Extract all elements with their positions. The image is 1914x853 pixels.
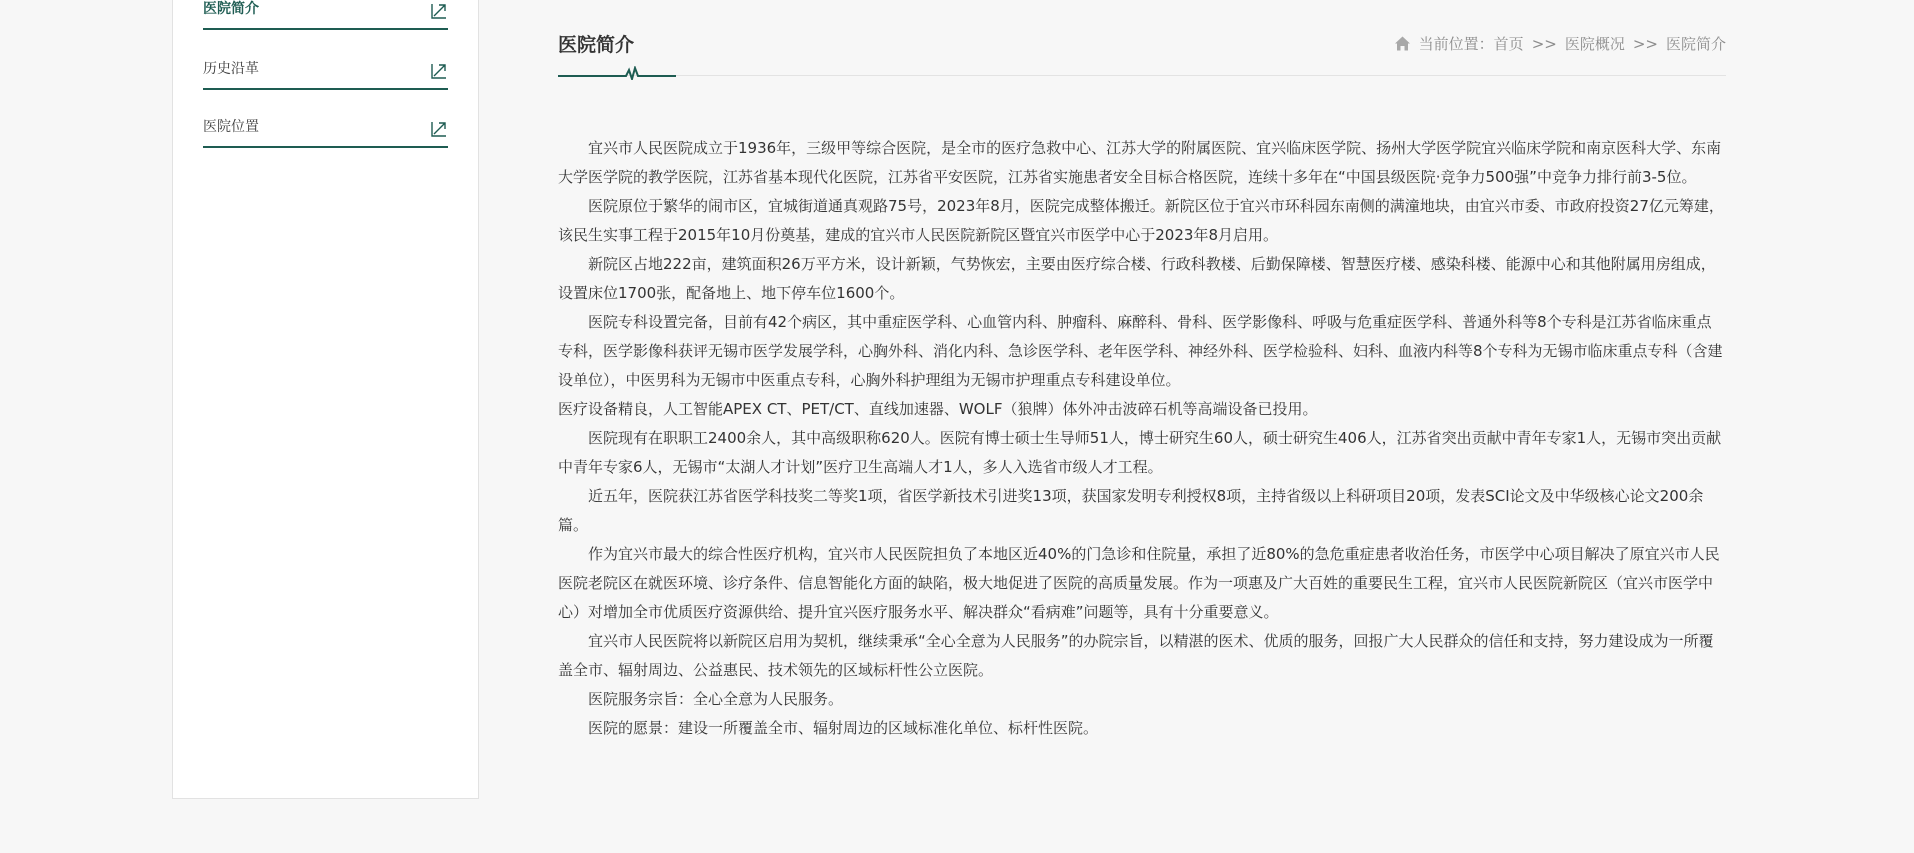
breadcrumb-prefix: 当前位置：: [1418, 35, 1494, 53]
sidebar-item-label: 历史沿革: [203, 61, 259, 77]
paragraph: 作为宜兴市最大的综合性医疗机构，宜兴市人民医院担负了本地区近40%的门急诊和住院量，承担了近80%的急危重症患者收治任务，市医学中心项目解决了原宜兴市人民医院老院区在就医环境、诊疗条件、信息智能化方面的缺陷，极大地促进了医院的高质量发展。作为一项惠及广大百姓的重要民生工程，宜兴市人民医院新院区（宜兴市医学中心）对增加全市优质医疗资源供给、提升宜兴医疗服务水平、解决群众“看病难”问题等，具有十分重要意义。: [558, 545, 1720, 621]
paragraph: 医院的愿景：建设一所覆盖全市、辐射周边的区域标准化单位、标杆性医院。: [588, 719, 1099, 737]
heartbeat-line-icon: [558, 66, 676, 80]
paragraph: 宜兴市人民医院成立于1936年，三级甲等综合医院，是全市的医疗急救中心、江苏大学的附属医院、宜兴临床医学院、扬州大学医学院宜兴临床学院和南京医科大学、东南大学医学院的教学医院，江苏省基本现代化医院，江苏省平安医院，江苏省实施患者安全目标合格医院，连续十多年在“中国县级医院·竞争力500强”中竞争力排行前3-5位。: [558, 139, 1722, 186]
page-title: 医院简介: [558, 34, 635, 56]
paragraph: 医院专科设置完备，目前有42个病区，其中重症医学科、心血管内科、肿瘤科、麻醉科、骨科、医学影像科、呼吸与危重症医学科、普通外科等8个专科是江苏省临床重点专科，医学影像科获评无锡市医学发展学科，心胸外科、消化内科、急诊医学科、老年医学科、神经外科、医学检验科、妇科、血液内科等8个专科为无锡市临床重点专科（含建设单位），中医男科为无锡市中医重点专科，心胸外科护理组为无锡市护理重点专科建设单位。: [558, 313, 1723, 389]
paragraph: 医院服务宗旨：全心全意为人民服务。: [588, 690, 844, 708]
sidebar-item-label: 医院简介: [203, 1, 259, 17]
paragraph: 医院原位于繁华的闹市区，宜城街道通真观路75号，2023年8月，医院完成整体搬迁。新院区位于宜兴市环科园东南侧的满潼地块，由宜兴市委、市政府投资27亿元筹建，该民生实事工程于2015年10月份奠基，建成的宜兴市人民医院新院区暨宜兴市医学中心于2023年8月启用。: [558, 197, 1724, 244]
paragraph: 医疗设备精良，人工智能APEX CT、PET/CT、直线加速器、WOLF（狼牌）体外冲击波碎石机等高端设备已投用。: [558, 400, 1318, 418]
sidebar: [172, 0, 479, 799]
article-body: [558, 134, 1726, 743]
sidebar-item-intro[interactable]: [203, 0, 448, 30]
paragraph: 宜兴市人民医院将以新院区启用为契机，继续秉承“全心全意为人民服务”的办院宗旨，以精湛的医术、优质的服务，回报广大人民群众的信任和支持，努力建设成为一所覆盖全市、辐射周边、公益惠民、技术领先的区域标杆性公立医院。: [558, 632, 1714, 679]
sidebar-item-location[interactable]: [203, 92, 448, 148]
breadcrumb: [1394, 33, 1726, 54]
breadcrumb-separator: >>: [1632, 34, 1658, 53]
arrow-up-right-icon: [430, 2, 448, 20]
paragraph: 新院区占地222亩，建筑面积26万平方米，设计新颖，气势恢宏，主要由医疗综合楼、行政科教楼、后勤保障楼、智慧医疗楼、感染科楼、能源中心和其他附属用房组成，设置床位1700张，配备地上、地下停车位1600个。: [558, 255, 1716, 302]
sidebar-item-label: 医院位置: [203, 119, 259, 135]
breadcrumb-current: 医院简介: [1665, 35, 1726, 53]
breadcrumb-home-link[interactable]: 首页: [1493, 35, 1524, 53]
paragraph: 近五年，医院获江苏省医学科技奖二等奖1项，省医学新技术引进奖13项，获国家发明专利授权8项，主持省级以上科研项目20项，发表SCI论文及中华级核心论文200余篇。: [558, 487, 1704, 534]
paragraph: 医院现有在职职工2400余人，其中高级职称620人。医院有博士硕士生导师51人，博士研究生60人，硕士研究生406人，江苏省突出贡献中青年专家1人，无锡市突出贡献中青年专家6人，无锡市“太湖人才计划”医疗卫生高端人才1人，多人入选省市级人才工程。: [558, 429, 1722, 476]
arrow-up-right-icon: [430, 120, 448, 138]
sidebar-item-history[interactable]: [203, 34, 448, 90]
breadcrumb-separator: >>: [1531, 34, 1557, 53]
arrow-up-right-icon: [430, 62, 448, 80]
home-icon: [1394, 35, 1411, 52]
main-content: [558, 0, 1726, 853]
title-bar: [558, 26, 1726, 76]
breadcrumb-overview-link[interactable]: 医院概况: [1564, 35, 1625, 53]
